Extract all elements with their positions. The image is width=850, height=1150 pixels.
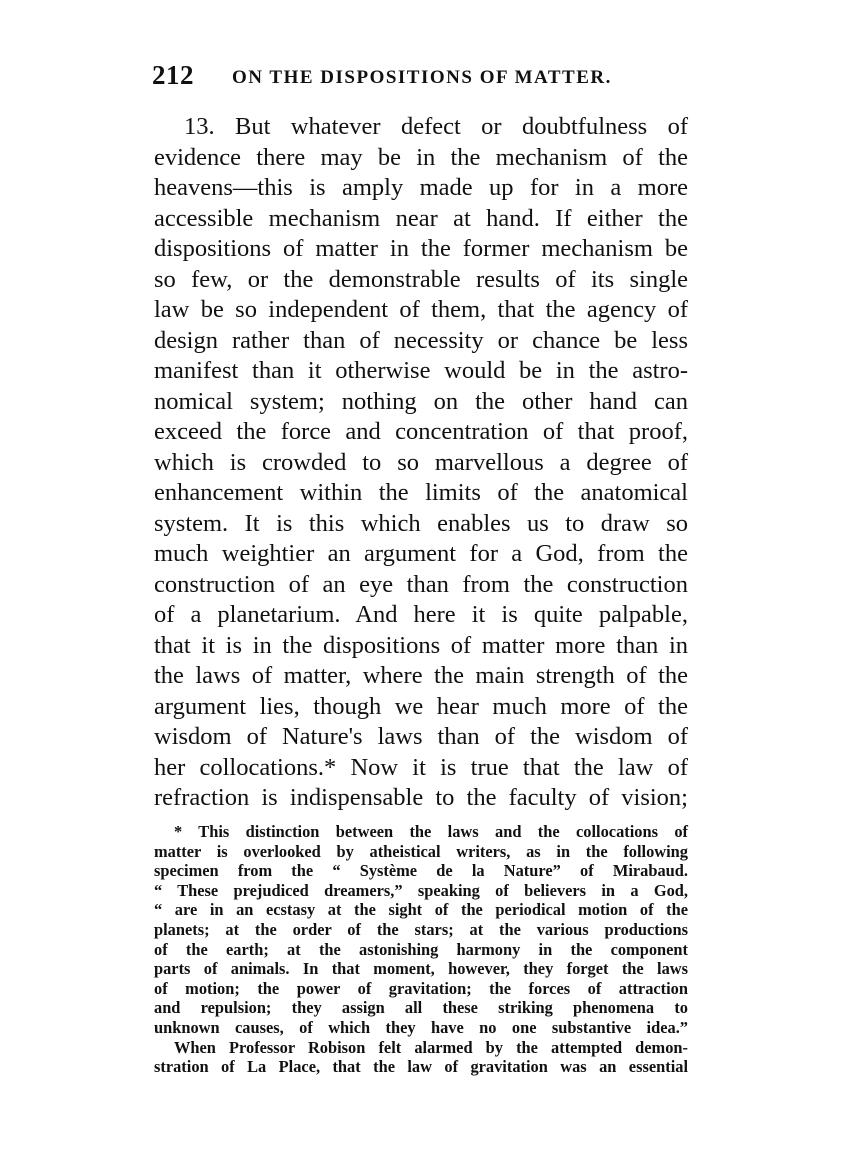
- footnote-line: stration of La Place, that the law of gravitation was an essential: [154, 1057, 688, 1077]
- body-line: manifest than it otherwise would be in the astro-: [154, 357, 688, 384]
- footnote-line: specimen from the “ Système de la Nature” of Mirabaud.: [154, 861, 688, 881]
- footnotes: [154, 822, 688, 1077]
- body-line: system. It is this which enables us to draw so: [154, 509, 688, 537]
- body-line: argument lies, though we hear much more of the: [154, 692, 688, 720]
- body-line: of a planetarium. And here it is quite palpable,: [154, 601, 688, 628]
- body-line: so few, or the demonstrable results of its single: [154, 265, 688, 293]
- footnote-line: parts of animals. In that moment, however, they forget the laws: [154, 959, 688, 979]
- body-line: which is crowded to so marvellous a degree of: [154, 448, 688, 476]
- body-line: enhancement within the limits of the anatomical: [154, 479, 688, 506]
- body-line: dispositions of matter in the former mechanism be: [154, 235, 688, 262]
- body-line: exceed the force and concentration of that proof,: [154, 418, 688, 445]
- footnote-line: unknown causes, of which they have no one substantive idea.”: [154, 1017, 688, 1037]
- running-head: [152, 60, 692, 94]
- body-line: law be so independent of them, that the agency of: [154, 296, 688, 323]
- body-line: nomical system; nothing on the other hand can: [154, 387, 688, 415]
- body-line: accessible mechanism near at hand. If either the: [154, 204, 688, 232]
- footnote-line: of motion; the power of gravitation; the forces of attraction: [154, 978, 688, 998]
- footnote-line: of the earth; at the astonishing harmony in the component: [154, 939, 688, 959]
- body-text: [154, 112, 688, 814]
- page-number: 212: [152, 60, 194, 90]
- footnote-line: “ These prejudiced dreamers,” speaking of believers in a God,: [154, 880, 688, 900]
- footnote-line: matter is overlooked by atheistical writers, as in the following: [154, 841, 688, 861]
- body-line: much weightier an argument for a God, from the: [154, 540, 688, 567]
- body-line: construction of an eye than from the construction: [154, 570, 688, 598]
- body-line: her collocations.* Now it is true that the law of: [154, 753, 688, 781]
- footnote-line: When Professor Robison felt alarmed by the attempted demon-: [174, 1037, 688, 1057]
- body-line: 13. But whatever defect or doubtfulness of: [184, 113, 688, 140]
- body-line: design rather than of necessity or chance be less: [154, 326, 688, 354]
- footnote-line: “ are in an ecstasy at the sight of the periodical motion of the: [154, 900, 688, 920]
- running-title: ON THE DISPOSITIONS OF MATTER.: [232, 67, 612, 88]
- body-line: refraction is indispensable to the faculty of vision;: [154, 784, 688, 811]
- body-line: evidence there may be in the mechanism of the: [154, 143, 688, 171]
- body-line: that it is in the dispositions of matter more than in: [154, 631, 688, 659]
- body-line: wisdom of Nature's laws than of the wisdom of: [154, 723, 688, 750]
- footnote-line: and repulsion; they assign all these striking phenomena to: [154, 998, 688, 1018]
- footnote-line: planets; at the order of the stars; at the various productions: [154, 919, 688, 939]
- footnote-line: * This distinction between the laws and the collocations of: [174, 822, 688, 841]
- body-line: heavens—this is amply made up for in a more: [154, 174, 688, 201]
- body-line: the laws of matter, where the main strength of the: [154, 662, 688, 689]
